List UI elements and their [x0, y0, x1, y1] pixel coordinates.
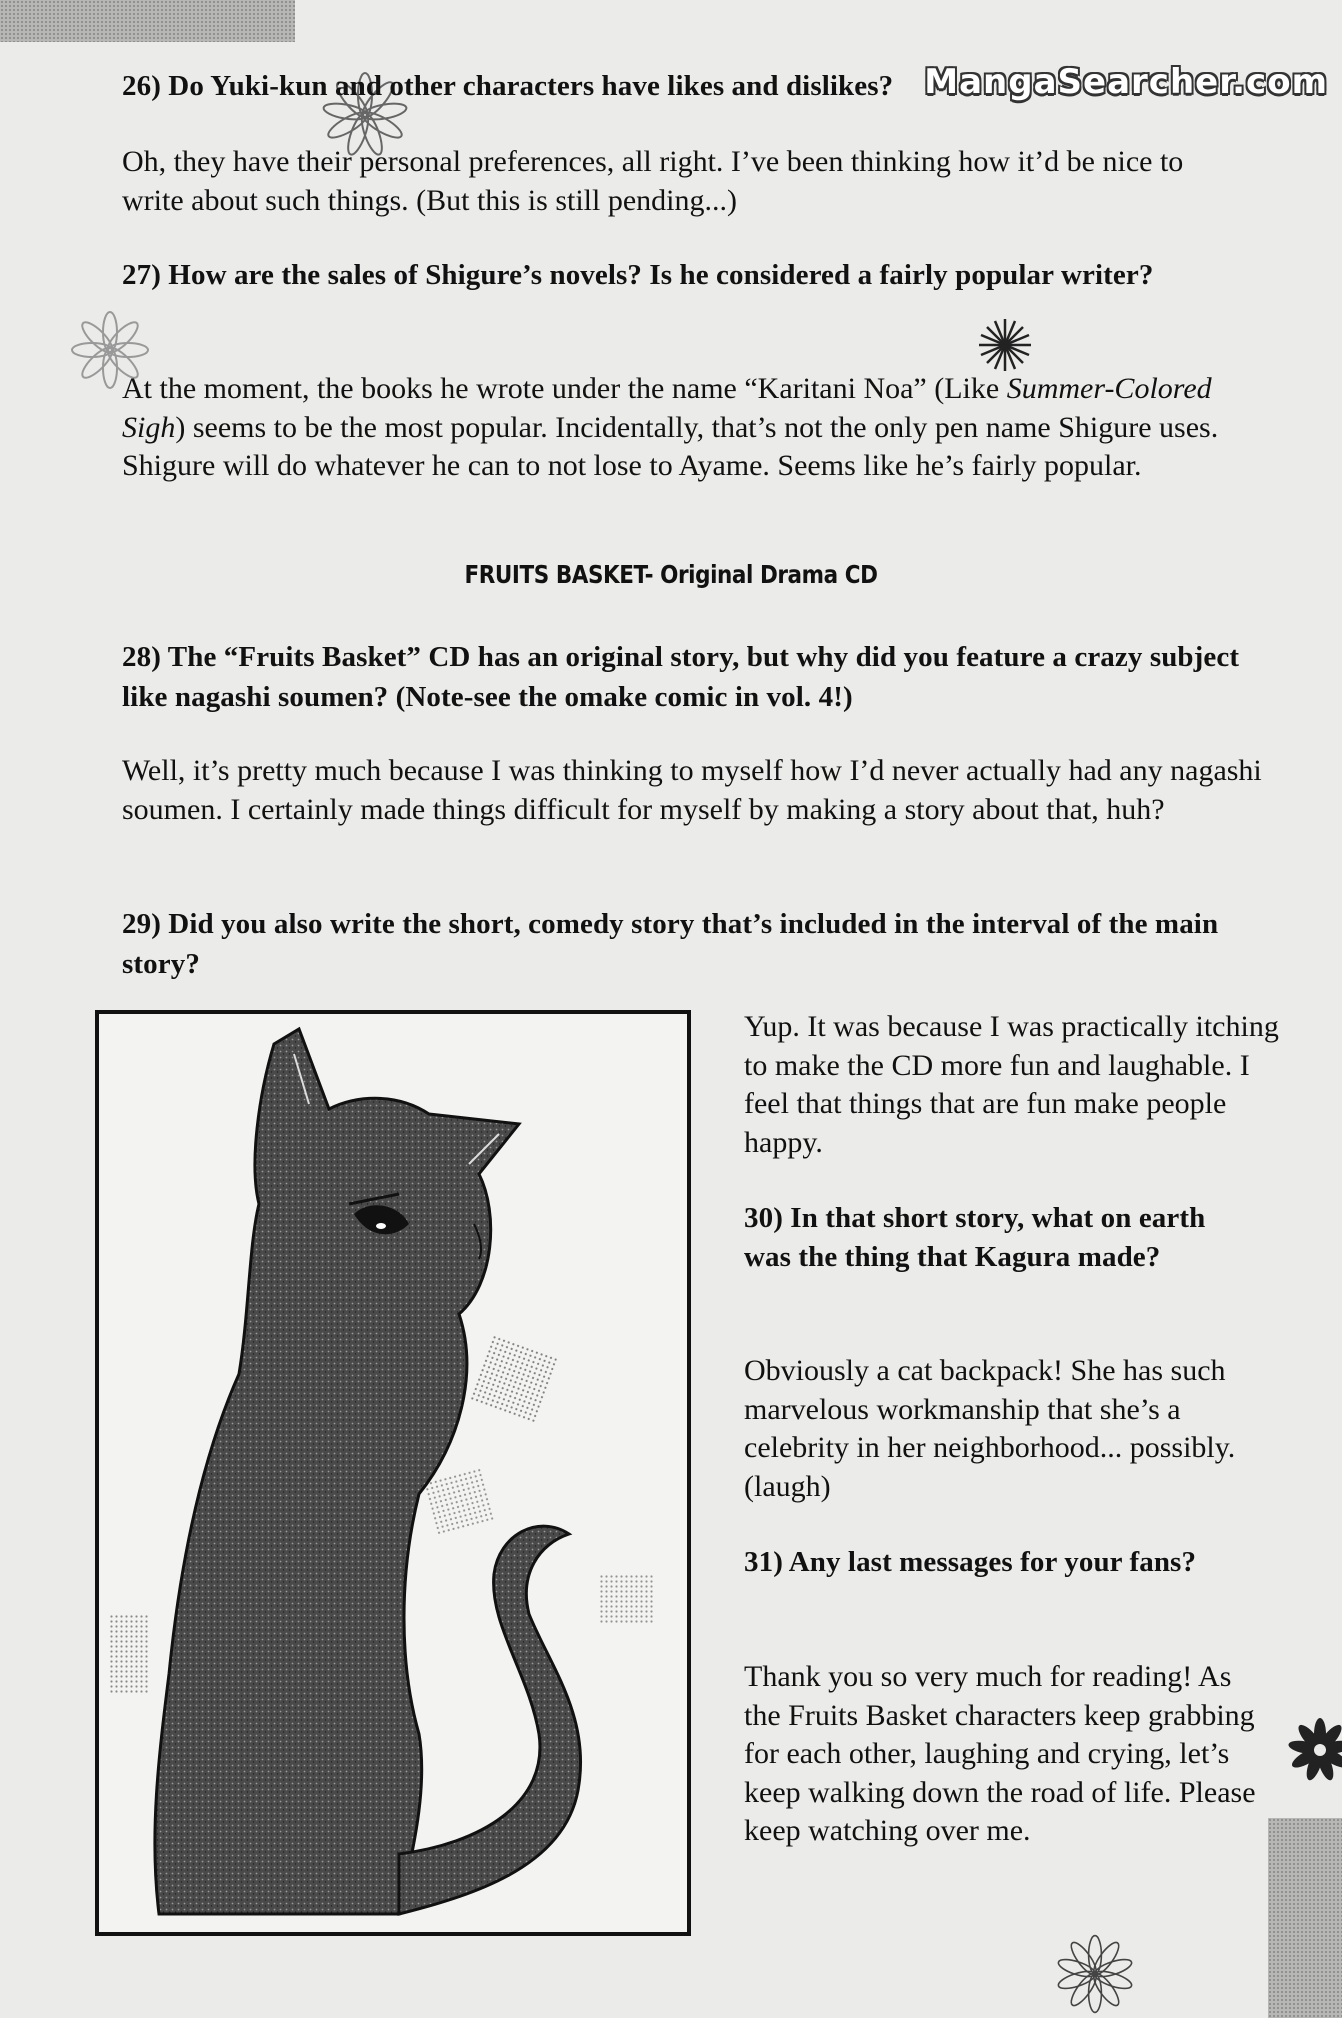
- cat-illustration-frame: [95, 1010, 691, 1936]
- question-30: 30) In that short story, what on earth was the thing that Kagura made?: [744, 1202, 1206, 1273]
- question-26: 26) Do Yuki-kun and other characters have likes and dislikes?: [122, 70, 894, 102]
- answer-29: Yup. It was because I was practically itching to make the CD more fun and laughable. I feel that things that are fun make people happy.: [744, 1010, 1279, 1159]
- question-29: 29) Did you also write the short, comedy story that’s included in the interval of the main story?: [122, 908, 1219, 980]
- question-27: 27) How are the sales of Shigure’s novels? Is he considered a fairly popular writer?: [122, 259, 1154, 291]
- question-31: 31) Any last messages for your fans?: [744, 1546, 1197, 1578]
- screentone-top-left: [0, 0, 295, 42]
- flower-decoration-icon: [1285, 1715, 1342, 1785]
- screentone-bottom-right: [1268, 1818, 1342, 2018]
- site-watermark: MangaSearcher.com: [924, 62, 1328, 102]
- flower-decoration-icon: [975, 315, 1035, 375]
- cat-illustration: [99, 1014, 687, 1932]
- question-28: 28) The “Fruits Basket” CD has an original story, but why did you feature a crazy subject like nagashi soumen? (Note-see the omake comic in vol. 4!): [122, 641, 1240, 713]
- answer-28: Well, it’s pretty much because I was thinking to myself how I’d never actually had any nagashi soumen. I certainly made things difficult for myself by making a story about that, huh?: [122, 754, 1262, 826]
- answer-31: Thank you so very much for reading! As the Fruits Basket characters keep grabbing for each other, laughing and crying, let’s keep walking down the road of life. Please keep watching over me.: [744, 1660, 1256, 1847]
- answer-27: At the moment, the books he wrote under the name “Karitani Noa” (Like Summer-Colored Sigh) seems to be the most popular. Incidentally, that’s not the only pen name Shigure uses. Shigure will do whatever he can to not lose to Ayame. Seems like he’s fairly popular.: [122, 372, 1219, 482]
- section-heading: FRUITS BASKET- Original Drama CD: [464, 560, 878, 589]
- answer-26: Oh, they have their personal preferences, all right. I’ve been thinking how it’d be nice to write about such things. (But this is still pending...): [122, 145, 1184, 217]
- answer-30: Obviously a cat backpack! She has such marvelous workmanship that she’s a celebrity in her neighborhood... possibly. (laugh): [744, 1354, 1236, 1503]
- flower-decoration-icon: [1040, 1930, 1150, 2018]
